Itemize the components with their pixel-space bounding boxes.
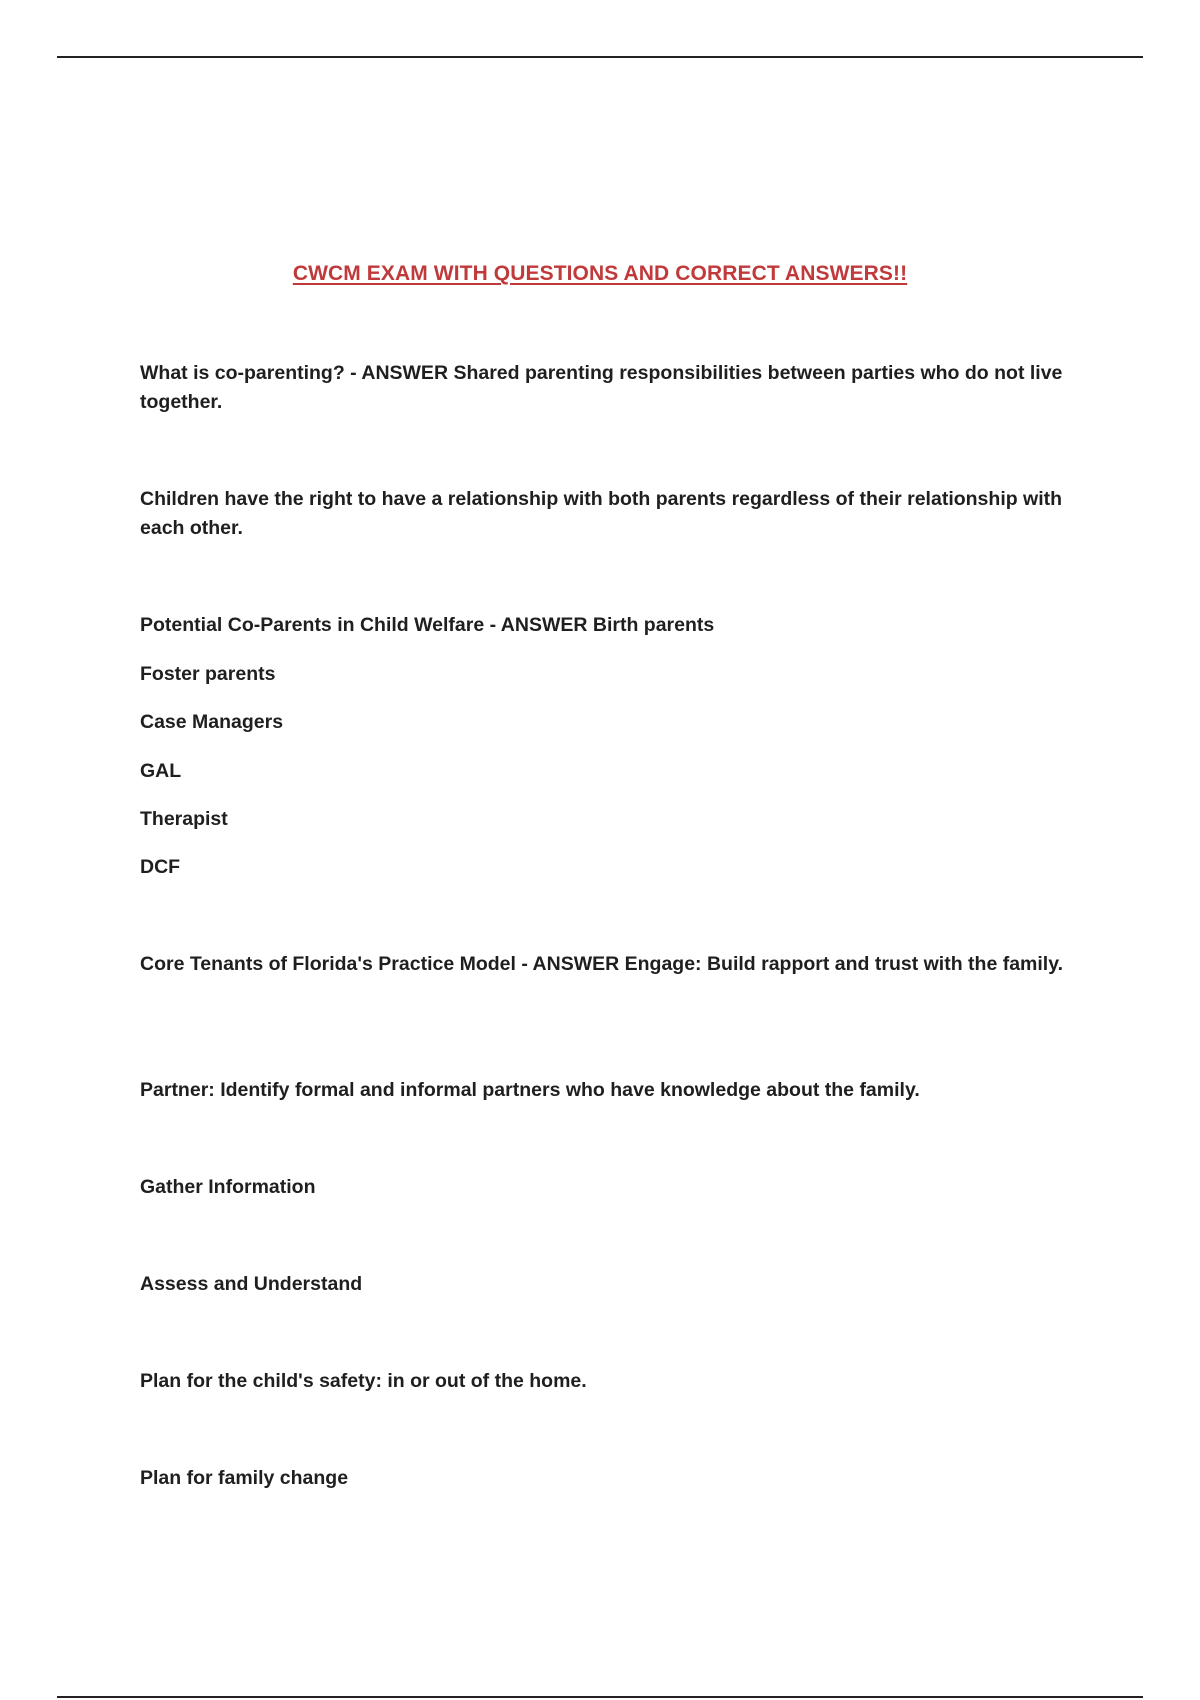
plan-family-change-item: Plan for family change [140,1467,349,1489]
plan-child-safety-item: Plan for the child's safety: in or out of the home. [140,1370,587,1392]
list-item-therapist: Therapist [140,808,228,830]
list-item-case-managers: Case Managers [140,711,284,733]
qa-co-parenting: What is co-parenting? - ANSWER Shared parenting responsibilities between parties who do not live together. [140,362,1063,413]
qa-potential-co-parents: Potential Co-Parents in Child Welfare - ANSWER Birth parents [140,614,715,636]
list-item-foster-parents: Foster parents [140,663,276,685]
qa-core-tenants: Core Tenants of Florida's Practice Model - ANSWER Engage: Build rapport and trust with the family. [140,953,1064,975]
footer-rule [57,1696,1143,1698]
assess-understand-item: Assess and Understand [140,1273,363,1295]
list-item-gal: GAL [140,760,182,782]
partner-paragraph: Partner: Identify formal and informal partners who have knowledge about the family. [140,1079,920,1101]
children-rights-paragraph: Children have the right to have a relationship with both parents regardless of their relationship with each other. [140,488,1063,539]
document-title: CWCM EXAM WITH QUESTIONS AND CORRECT ANSWERS!! [292,262,908,285]
gather-information-item: Gather Information [140,1176,316,1198]
header-rule [57,56,1143,58]
list-item-dcf: DCF [140,856,181,878]
